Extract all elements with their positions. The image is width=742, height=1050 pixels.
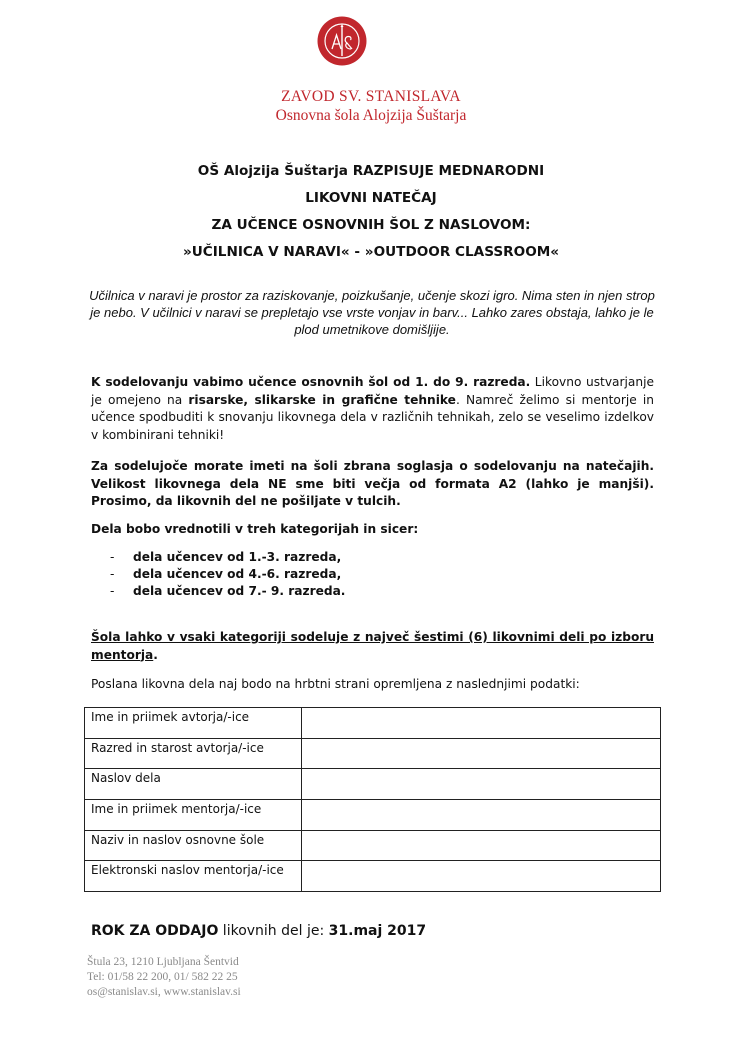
crest-icon [317, 16, 367, 66]
footer [87, 955, 241, 1000]
org-name: ZAVOD SV. STANISLAVA [281, 88, 461, 105]
footer-phone: Tel: 01/58 22 200, 01/ 582 22 25 [87, 971, 238, 983]
title-line-4: »UČILNICA V NARAVI« - »OUTDOOR CLASSROOM« [182, 244, 560, 260]
table-row [85, 769, 661, 800]
table-cell-value[interactable] [302, 830, 661, 861]
deadline-label: ROK ZA ODDAJO [91, 923, 219, 939]
table-cell-value[interactable] [302, 708, 661, 739]
limit-text: Šola lahko v vsaki kategoriji sodeluje z največ šestimi (6) likovnimi deli po izboru mentorja [91, 630, 654, 662]
table-cell-label: Ime in priimek mentorja/-ice [85, 800, 302, 831]
list-item: - dela učencev od 4.-6. razreda, [110, 566, 345, 583]
categories-list [110, 549, 345, 600]
table-cell-label: Naziv in naslov osnovne šole [85, 830, 302, 861]
title-line-2: LIKOVNI NATEČAJ [305, 190, 437, 206]
footer-web: os@stanislav.si, www.stanislav.si [87, 986, 241, 998]
limit-paragraph [91, 629, 654, 664]
categories-heading: Dela bobo vrednotili v treh kategorijah in sicer: [91, 522, 419, 536]
table-row [85, 800, 661, 831]
table-cell-value[interactable] [302, 800, 661, 831]
invitation-bold: K sodelovanju vabimo učence osnovnih šol od 1. do 9. razreda. [91, 375, 531, 389]
table-cell-label: Razred in starost avtorja/-ice [85, 738, 302, 769]
table-row [85, 861, 661, 892]
table-row [85, 708, 661, 739]
invitation-text-b: . Namreč želimo si mentorje in učence spodbuditi k snovanju likovnega dela v različnih tehnikah, zelo se veselimo izdelkov v kombinirani tehniki! [91, 392, 654, 442]
info-table [84, 707, 661, 892]
school-name: Osnovna šola Alojzija Šuštarja [275, 107, 467, 124]
list-item: - dela učencev od 7.- 9. razreda. [110, 583, 345, 600]
table-row [85, 830, 661, 861]
table-cell-value[interactable] [302, 769, 661, 800]
invitation-text-a: Likovno ustvarjanje je omejeno na [91, 375, 654, 407]
table-cell-label: Elektronski naslov mentorja/-ice [85, 861, 302, 892]
deadline-date: 31.maj 2017 [328, 923, 427, 939]
deadline-text: likovnih del je: [218, 923, 329, 939]
title-line-1: OŠ Alojzija Šuštarja RAZPISUJE MEDNARODNI [197, 163, 545, 179]
table-cell-value[interactable] [302, 861, 661, 892]
intro-text: Učilnica v naravi je prostor za raziskovanje, poizkušanje, učenje skozi igro. Nima sten in njen strop je nebo. V učilnici v naravi se prepletajo vse vrste vonjav in barv... Lahko zares obstaja, lahko je le plod umetnikove domišljije. [89, 288, 655, 337]
table-cell-label: Ime in priimek avtorja/-ice [85, 708, 302, 739]
title-line-3: ZA UČENCE OSNOVNIH ŠOL Z NASLOVOM: [211, 217, 531, 233]
table-row [85, 738, 661, 769]
table-cell-label: Naslov dela [85, 769, 302, 800]
limit-end: . [153, 647, 158, 662]
list-item: - dela učencev od 1.-3. razreda, [110, 549, 345, 566]
table-cell-value[interactable] [302, 738, 661, 769]
deadline [91, 923, 426, 939]
label-instructions: Poslana likovna dela naj bodo na hrbtni strani opremljena z naslednjimi podatki: [91, 677, 580, 691]
techniques-bold: risarske, slikarske in grafične tehnike [188, 392, 456, 407]
invitation-paragraph [91, 374, 654, 444]
footer-address: Štula 23, 1210 Ljubljana Šentvid [87, 956, 239, 968]
consent-paragraph: Za sodelujoče morate imeti na šoli zbrana soglasja o sodelovanju na natečajih. Velikost likovnega dela NE sme biti večja od formata A2 (lahko je manjši). Prosimo, da likovnih del ne pošiljate v tulcih. [91, 459, 654, 508]
